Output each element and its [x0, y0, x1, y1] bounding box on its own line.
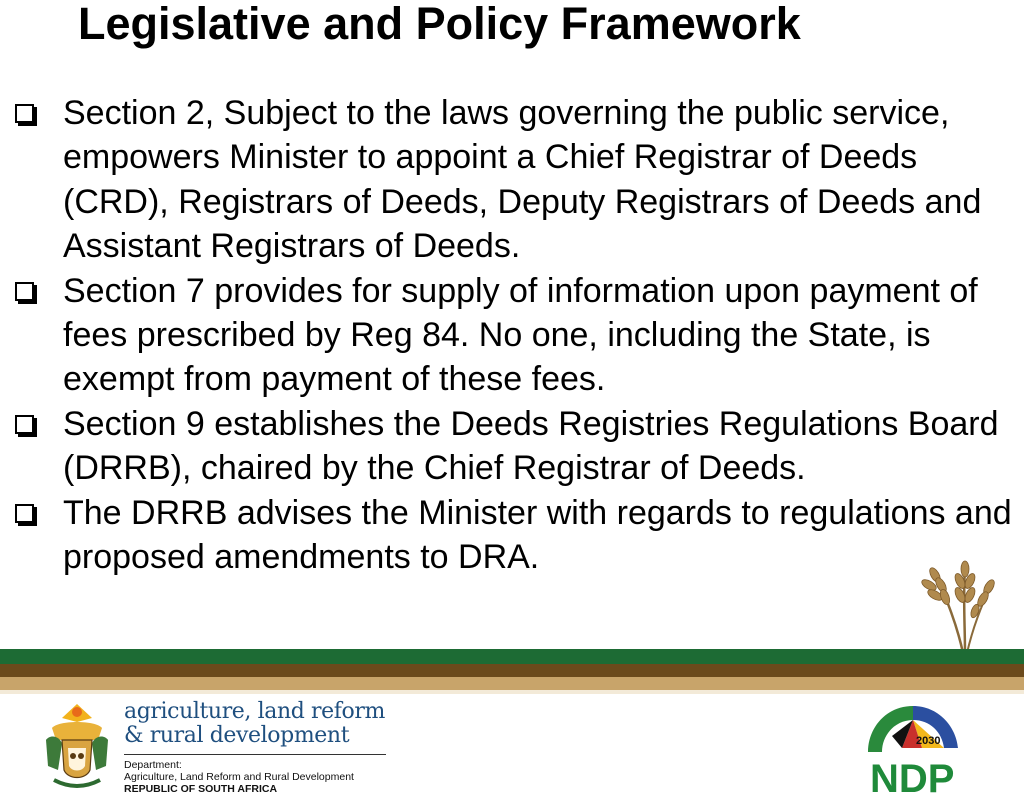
bullet-item	[12, 269, 1012, 402]
bullet-text: The DRRB advises the Minister with regards to regulations and proposed amendments to DRA.	[63, 493, 1012, 577]
department-logo-text	[124, 700, 394, 795]
footer-band-light	[0, 690, 1024, 694]
department-name-line2: & rural development	[124, 723, 350, 748]
footer-band-green	[0, 649, 1024, 664]
wheat-icon	[905, 555, 995, 655]
checkbox-square-icon	[15, 282, 34, 301]
bullet-text: Section 2, Subject to the laws governing the public service, empowers Minister to appoint a Chief Registrar of Deeds (CRD), Registrars of Deeds, Deputy Registrars of Deeds and Assistant Registrars of Deeds.	[63, 94, 982, 266]
ndp-logo-icon	[862, 700, 964, 800]
footer-band-brown	[0, 664, 1024, 677]
slide-title: Legislative and Policy Framework	[78, 0, 801, 49]
country-name: REPUBLIC OF SOUTH AFRICA	[124, 783, 278, 795]
ndp-text: NDP	[870, 757, 955, 800]
checkbox-square-icon	[15, 415, 34, 434]
footer-band-tan	[0, 677, 1024, 690]
checkbox-square-icon	[15, 504, 34, 523]
checkbox-square-icon	[15, 104, 34, 123]
bullet-text: Section 7 provides for supply of information upon payment of fees prescribed by Reg 84. No one, including the State, is exempt from payment of these fees.	[63, 271, 978, 399]
department-name-line1: agriculture, land reform	[124, 699, 385, 724]
bullet-item	[12, 91, 1012, 269]
department-full-name: Agriculture, Land Reform and Rural Development	[124, 771, 354, 783]
bullet-text: Section 9 establishes the Deeds Registries Regulations Board (DRRB), chaired by the Chief Registrar of Deeds.	[63, 404, 999, 488]
coat-of-arms-icon	[40, 700, 114, 796]
bullet-item	[12, 491, 1012, 580]
department-divider	[124, 754, 386, 755]
ndp-year: 2030	[916, 735, 941, 747]
department-label: Department:	[124, 759, 182, 771]
bullet-list	[12, 91, 1012, 579]
bullet-item	[12, 402, 1012, 491]
